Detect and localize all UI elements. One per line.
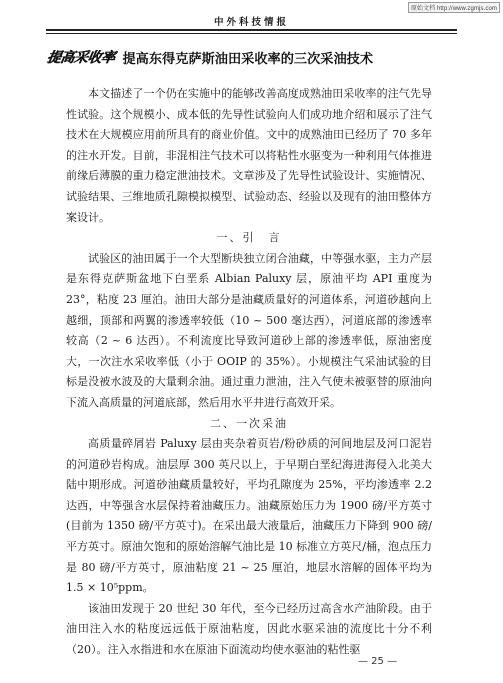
article-title: 提高东得克萨斯油田采收率的三次采油技术: [122, 51, 374, 67]
primary-recovery-paragraph-2: 该油田发现于 20 世纪 30 年代，至今已经历过高含水产油阶段。由于油田注入水的粘度远远低于原油粘度，因此水驱采油的流度比十分不利（20）。注入水指进和水在原油下面流动均使水驱油的粘性驱: [66, 601, 432, 657]
section-heading-introduction: 一、引 言: [216, 231, 282, 245]
introduction-paragraph: 试验区的油田属于一个大型断块独立闭合油藏，中等强水驱，主力产层是东得克萨斯盆地下白垩系 Albian Paluxy 层，原油平均 API 重度为 23°，粘度 23 厘泊。油田大部分是油藏质量好的河道体系，河道砂越向上越细，顶部和两翼的渗透率较低（10 ~ 500 毫达西），河道底部的渗透率较高（2 ~ 6 达西）。不利流度比导致河道砂上部的渗透率低，原油密度大，一次注水采收率低（小于 OOIP 的 35%）。小规模注气采油试验的目标是没被水波及的大量剩余油。通过重力泄油，注入气使未被驱替的原油向下流入高质量的河道底部，然后用水平井进行高效开采。: [66, 251, 432, 409]
title-row: [47, 45, 467, 69]
header-rule-thick: [46, 29, 457, 31]
watermark-label: 原始文档 http://www.zgmjs.com: [408, 2, 500, 13]
page-number: — 25 —: [358, 656, 398, 667]
section-heading-primary-recovery: 二、一次采油: [210, 416, 288, 430]
primary-recovery-paragraph-1: 高质量碎屑岩 Paluxy 层由夹杂着页岩/粉砂质的河间地层及河口泥岩的河道砂岩构成。油层厚 300 英尺以上，于早期白垩纪海进海侵入北美大陆中期形成。河道砂油藏质量较好，平均孔隙度为 25%，平均渗透率 2.2 达西，中等强含水层保持着油藏压力。油藏原始压力为 1900 磅/平方英寸(目前为 1350 磅/平方英寸)。在采出最大液量后，油藏压力下降到 900 磅/平方英寸。原油欠饱和的原始溶解气油比是 10 标准立方英尺/桶，泡点压力是 80 磅/平方英寸，原油粘度 21 ~ 25 厘泊，地层水溶解的固体平均为 1.5 × 10⁵ppm。: [66, 437, 432, 595]
section-badge: 提高采收率: [45, 50, 116, 66]
header-rule-thin: [46, 33, 457, 34]
running-head: 中外科技情报: [213, 17, 289, 28]
abstract-paragraph: 本文描述了一个仍在实施中的能够改善高度成熟油田采收率的注气先导性试验。这个规模小、成本低的先导性试验向人们成功地介绍和展示了注气技术在大规模应用前所具有的商业价值。文中的成熟油田已经历了 70 多年的注水开发。目前，非混相注气技术可以将粘性水驱变为一种利用气体推进前缘后薄膜的重力稳定泄油技术。文章涉及了先导性试验设计、实施情况、试验结果、三维地质孔隙模拟模型、试验动态、经验以及现有的油田整体方案设计。: [66, 87, 432, 224]
article-body: [66, 84, 432, 661]
